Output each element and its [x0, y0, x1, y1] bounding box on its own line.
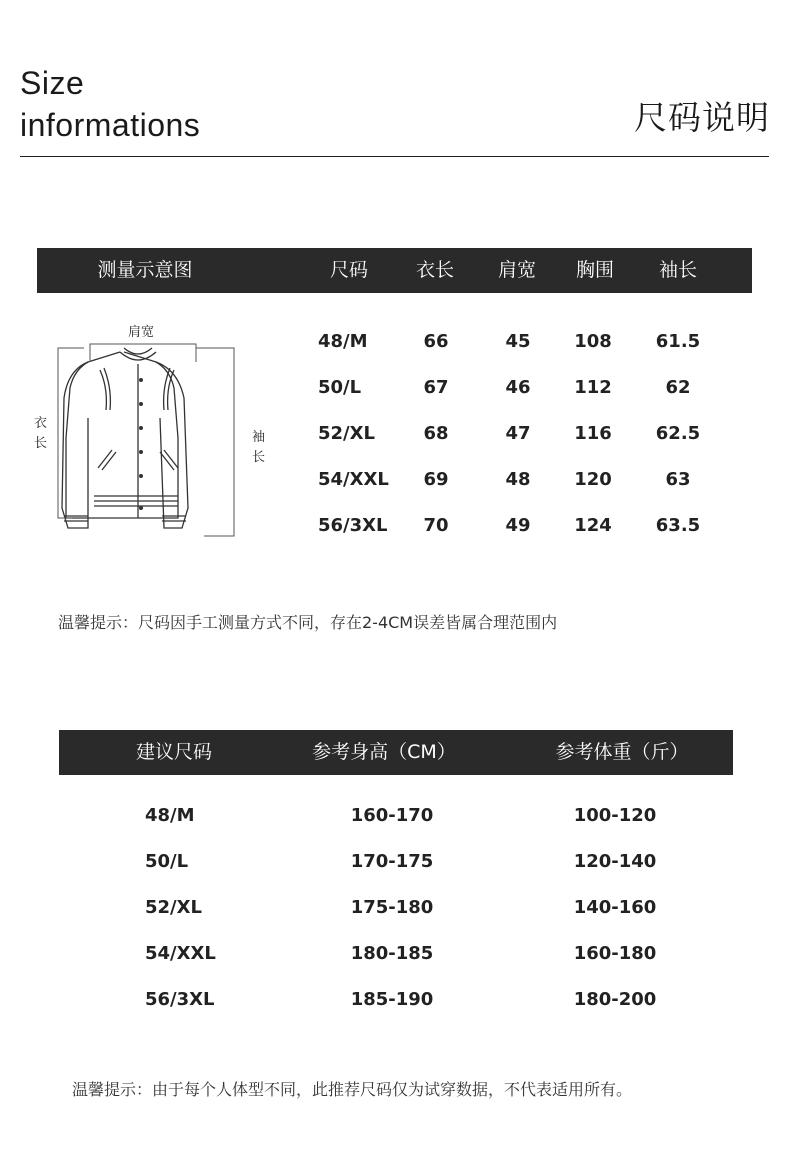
weight-cell: 100-120 [573, 805, 657, 826]
weight-cell: 180-200 [573, 989, 657, 1010]
label-shoulder: 肩宽 [128, 325, 155, 340]
label-sleeve-2: 长 [252, 450, 266, 465]
length-cell: 68 [423, 423, 449, 444]
chest-cell: 112 [574, 377, 612, 398]
sleeve-cell: 63 [665, 469, 691, 490]
measurement-guides-icon [58, 344, 234, 536]
recommended-size-cell: 52/XL [145, 897, 202, 918]
recommended-size-cell: 50/L [145, 851, 189, 872]
size-cell: 52/XL [318, 423, 375, 444]
header-diagram: 测量示意图 [97, 259, 193, 281]
label-length-1: 衣 [34, 416, 48, 431]
jacket-measurement-diagram [28, 318, 278, 548]
recommended-size-cell: 54/XXL [145, 943, 216, 964]
height-cell: 180-185 [350, 943, 434, 964]
header-shoulder: 肩宽 [497, 259, 536, 281]
shoulder-cell: 48 [505, 469, 531, 490]
chest-cell: 108 [574, 331, 612, 352]
header-height: 参考身高（CM） [312, 741, 456, 763]
sleeve-cell: 62 [665, 377, 691, 398]
height-cell: 170-175 [350, 851, 434, 872]
chest-cell: 124 [574, 515, 612, 536]
size-cell: 56/3XL [318, 515, 388, 536]
jacket-buttons-icon [139, 378, 143, 510]
recommended-size-cell: 48/M [145, 805, 195, 826]
weight-cell: 160-180 [573, 943, 657, 964]
chest-cell: 116 [574, 423, 612, 444]
sleeve-cell: 63.5 [655, 515, 701, 536]
recommend-table-note: 温馨提示：由于每个人体型不同，此推荐尺码仅为试穿数据，不代表适用所有。 [72, 1080, 633, 1099]
size-cell: 54/XXL [318, 469, 389, 490]
shoulder-cell: 49 [505, 515, 531, 536]
page-title-chinese: 尺码说明 [634, 98, 770, 137]
header-chest: 胸围 [575, 259, 614, 281]
header-size: 尺码 [329, 259, 368, 281]
size-cell: 50/L [318, 377, 362, 398]
length-cell: 67 [423, 377, 449, 398]
weight-cell: 120-140 [573, 851, 657, 872]
size-table-header [37, 248, 752, 293]
length-cell: 66 [423, 331, 449, 352]
header-recommended-size: 建议尺码 [135, 741, 212, 763]
header-weight: 参考体重（斤） [555, 741, 689, 763]
length-cell: 70 [423, 515, 449, 536]
length-cell: 69 [423, 469, 449, 490]
label-length-2: 长 [34, 436, 48, 451]
size-cell: 48/M [318, 331, 368, 352]
height-cell: 175-180 [350, 897, 434, 918]
recommended-size-cell: 56/3XL [145, 989, 215, 1010]
title-en-line2: informations [20, 107, 201, 143]
height-cell: 185-190 [350, 989, 434, 1010]
jacket-outline-icon [62, 348, 188, 528]
chest-cell: 120 [574, 469, 612, 490]
size-table-note: 温馨提示：尺码因手工测量方式不同，存在2-4CM误差皆属合理范围内 [58, 613, 558, 632]
sleeve-cell: 61.5 [655, 331, 701, 352]
shoulder-cell: 46 [505, 377, 531, 398]
title-en-line1: Size [20, 65, 85, 101]
shoulder-cell: 45 [505, 331, 531, 352]
recommend-table-header [59, 730, 733, 775]
height-cell: 160-170 [350, 805, 434, 826]
weight-cell: 140-160 [573, 897, 657, 918]
header-length: 衣长 [415, 259, 454, 281]
header-divider [20, 156, 769, 157]
label-sleeve-1: 袖 [252, 430, 266, 445]
sleeve-cell: 62.5 [655, 423, 701, 444]
page-title-english [20, 62, 200, 146]
header-sleeve: 袖长 [658, 259, 697, 281]
shoulder-cell: 47 [505, 423, 531, 444]
